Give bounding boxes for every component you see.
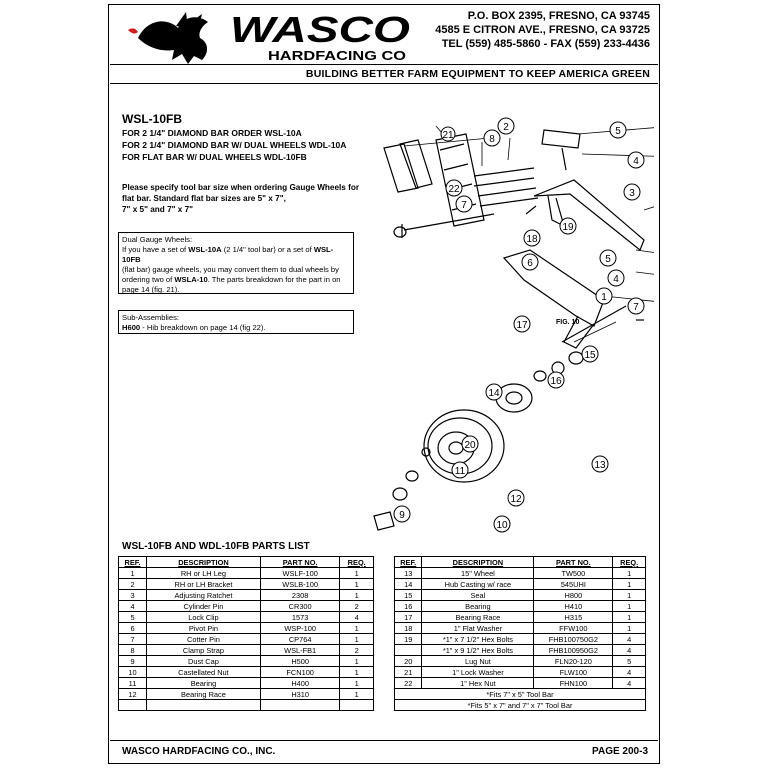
cell-description: *1" x 7 1/2" Hex Bolts (422, 634, 534, 645)
table-row (119, 656, 374, 667)
order-line-1: FOR 2 1/4" DIAMOND BAR ORDER WSL-10A (122, 128, 302, 138)
table-row (119, 623, 374, 634)
cell-req: 4 (613, 667, 646, 678)
footnote-2: *Fits 5" x 7" and 7" x 7" Tool Bar (395, 700, 646, 711)
cell-req: 4 (613, 634, 646, 645)
table-row (119, 590, 374, 601)
cell-description: Hub Casting w/ race (422, 579, 534, 590)
callout-9: 9 (399, 510, 405, 521)
cell-req: 1 (340, 590, 374, 601)
cell-ref: 13 (395, 568, 422, 579)
table-row (395, 634, 646, 645)
cell-description: Pivot Pin (147, 623, 261, 634)
table-row (395, 601, 646, 612)
dual-gauge-box (118, 232, 354, 294)
sub-assemblies-text: H600 - Hib breakdown on page 14 (fig 22). (122, 323, 266, 332)
cell-description: 1" Hex Nut (422, 678, 534, 689)
header-req: REQ. (613, 557, 646, 568)
dual-gauge-heading: Dual Gauge Wheels: (122, 235, 193, 244)
table-row (395, 667, 646, 678)
cell-description (147, 700, 261, 711)
cell-ref: 3 (119, 590, 147, 601)
cell-part-no: H500 (260, 656, 340, 667)
header-ref: REF. (119, 557, 147, 568)
cell-ref: 10 (119, 667, 147, 678)
callout-7-top: 7 (461, 200, 467, 211)
cell-req: 1 (613, 623, 646, 634)
cell-ref: 8 (119, 645, 147, 656)
table-row (119, 667, 374, 678)
cell-description: Lug Nut (422, 656, 534, 667)
cell-part-no: H315 (534, 612, 613, 623)
cell-req: 4 (613, 645, 646, 656)
cell-part-no: FLN20-120 (534, 656, 613, 667)
dragon-icon (128, 12, 208, 64)
cell-req: 1 (340, 689, 374, 700)
callout-5-mid: 5 (605, 254, 611, 265)
address-street: 4585 E CITRON AVE., FRESNO, CA 93725 (435, 24, 650, 36)
header-rule-top (110, 64, 658, 65)
cell-part-no: FHB100950G2 (534, 645, 613, 656)
table-row (395, 678, 646, 689)
footer-page-number: PAGE 200-3 (592, 746, 648, 757)
cell-ref: 21 (395, 667, 422, 678)
cell-part-no: H400 (260, 678, 340, 689)
callout-15: 15 (584, 350, 596, 361)
callout-11: 11 (454, 466, 466, 477)
callout-12: 12 (510, 494, 522, 505)
callout-3: 3 (629, 188, 635, 199)
cell-ref: 22 (395, 678, 422, 689)
callout-21: 21 (442, 130, 454, 141)
footnote-1: *Fits 7" x 5" Tool Bar (395, 689, 646, 700)
cell-part-no: FCN100 (260, 667, 340, 678)
cell-part-no: 2308 (260, 590, 340, 601)
callout-20: 20 (464, 440, 476, 451)
cell-part-no: 1573 (260, 612, 340, 623)
cell-ref: 5 (119, 612, 147, 623)
cell-req: 1 (340, 623, 374, 634)
figure-label: FIG. 10 (556, 319, 580, 326)
cell-ref: 12 (119, 689, 147, 700)
cell-description: Clamp Strap (147, 645, 261, 656)
cell-ref: 4 (119, 601, 147, 612)
header-req: REQ. (340, 557, 374, 568)
table-footnote-row (395, 689, 646, 700)
wasco-dragon-logo (118, 8, 418, 68)
dual-gauge-text-3: ordering two of WSLA-10. The parts breakdown for the part in on (122, 275, 341, 284)
size-note-1: Please specify tool bar size when ordering Gauge Wheels for (122, 183, 360, 192)
parts-table-left (118, 556, 374, 711)
cell-req: 1 (613, 568, 646, 579)
cell-req: 5 (613, 656, 646, 667)
phone-fax: TEL (559) 485-5860 - FAX (559) 233-4436 (441, 38, 650, 50)
callout-6: 6 (527, 258, 533, 269)
callout-8: 8 (489, 134, 495, 145)
callout-4-mid: 4 (613, 274, 619, 285)
parts-table-right (394, 556, 646, 711)
table-header-row (395, 557, 646, 568)
table-row (395, 656, 646, 667)
cell-req: 4 (613, 678, 646, 689)
cell-description: Cylinder Pin (147, 601, 261, 612)
callout-14: 14 (488, 388, 500, 399)
cell-req: 1 (613, 590, 646, 601)
cell-description: RH or LH Leg (147, 568, 261, 579)
dual-gauge-text-1: If you have a set of WSL-10A (2 1/4" tool bar) or a set of WSL-10FB (122, 245, 334, 264)
cell-req (340, 700, 374, 711)
exploded-parts-diagram (344, 110, 654, 540)
table-row (119, 601, 374, 612)
parts-list-title: WSL-10FB AND WDL-10FB PARTS LIST (122, 541, 310, 552)
header-description: DESCRIPTION (422, 557, 534, 568)
cell-req: 1 (340, 656, 374, 667)
cell-part-no: FHB100750G2 (534, 634, 613, 645)
cell-ref: 7 (119, 634, 147, 645)
cell-part-no: CR300 (260, 601, 340, 612)
table-row (119, 678, 374, 689)
cell-part-no: FLW100 (534, 667, 613, 678)
cell-description: Lock Clip (147, 612, 261, 623)
sub-assemblies-box (118, 310, 354, 334)
callout-5-top: 5 (615, 126, 621, 137)
table-row (119, 645, 374, 656)
cell-description: 15" Wheel (422, 568, 534, 579)
cell-req: 1 (613, 612, 646, 623)
footer-rule (110, 740, 658, 741)
cell-ref: 9 (119, 656, 147, 667)
sub-assemblies-heading: Sub-Assemblies: (122, 313, 179, 322)
callout-18: 18 (526, 234, 538, 245)
cell-ref (119, 700, 147, 711)
table-row (119, 612, 374, 623)
cell-part-no: H800 (534, 590, 613, 601)
callout-4-top: 4 (633, 156, 639, 167)
footer-company: WASCO HARDFACING CO., INC. (122, 746, 276, 757)
cell-description: Cotter Pin (147, 634, 261, 645)
header-part-no: PART NO. (260, 557, 340, 568)
cell-part-no: WSLB-100 (260, 579, 340, 590)
cell-description: Castellated Nut (147, 667, 261, 678)
cell-ref: 6 (119, 623, 147, 634)
cell-part-no: FFW100 (534, 623, 613, 634)
cell-ref: 2 (119, 579, 147, 590)
cell-part-no: WSL-FB1 (260, 645, 340, 656)
callout-17: 17 (516, 320, 528, 331)
table-row (395, 645, 646, 656)
table-row (119, 689, 374, 700)
cell-description: Bearing (422, 601, 534, 612)
callout-1: 1 (601, 292, 607, 303)
cell-req: 1 (340, 667, 374, 678)
size-note-2: flat bar. Standard flat bar sizes are 5" x 7", (122, 194, 286, 203)
cell-ref (395, 645, 422, 656)
address-po-box: P.O. BOX 2395, FRESNO, CA 93745 (467, 10, 650, 22)
cell-req: 1 (340, 634, 374, 645)
header-description: DESCRIPTION (147, 557, 261, 568)
cell-ref: 15 (395, 590, 422, 601)
cell-description: Bearing Race (147, 689, 261, 700)
callout-10: 10 (496, 520, 508, 531)
dual-gauge-text-2: (flat bar) gauge wheels, you may convert them to dual wheels by (122, 265, 339, 274)
cell-part-no: CP764 (260, 634, 340, 645)
callout-22: 22 (448, 184, 460, 195)
callout-19: 19 (562, 222, 574, 233)
dual-gauge-text-4: page 14 (fig. 21). (122, 285, 180, 294)
product-title: WSL-10FB (122, 112, 182, 126)
table-row (119, 634, 374, 645)
cell-ref: 16 (395, 601, 422, 612)
catalog-page (104, 0, 664, 768)
order-line-3: FOR FLAT BAR W/ DUAL WHEELS WDL-10FB (122, 152, 307, 162)
cell-description: 1" Lock Washer (422, 667, 534, 678)
cell-description: Bearing Race (422, 612, 534, 623)
cell-req: 4 (340, 612, 374, 623)
table-row (395, 612, 646, 623)
cell-description: Bearing (147, 678, 261, 689)
callout-16: 16 (550, 376, 562, 387)
table-footnote-row (395, 700, 646, 711)
cell-ref: 19 (395, 634, 422, 645)
cell-req: 1 (340, 579, 374, 590)
cell-description: 1" Flat Washer (422, 623, 534, 634)
table-header-row (119, 557, 374, 568)
cell-req: 1 (340, 678, 374, 689)
cell-part-no: H410 (534, 601, 613, 612)
cell-ref: 20 (395, 656, 422, 667)
cell-description: RH or LH Bracket (147, 579, 261, 590)
size-note-3: 7" x 5" and 7" x 7" (122, 205, 194, 214)
cell-req: 1 (613, 601, 646, 612)
brand-top: WASCO (230, 9, 410, 50)
cell-part-no: H310 (260, 689, 340, 700)
table-row (395, 568, 646, 579)
order-line-2: FOR 2 1/4" DIAMOND BAR W/ DUAL WHEELS WDL-10A (122, 140, 347, 150)
cell-ref: 11 (119, 678, 147, 689)
table-row (395, 579, 646, 590)
callout-2: 2 (503, 122, 509, 133)
cell-description: Dust Cap (147, 656, 261, 667)
cell-req: 1 (613, 579, 646, 590)
cell-req: 2 (340, 645, 374, 656)
cell-part-no: 545UHI (534, 579, 613, 590)
cell-description: *1" x 9 1/2" Hex Bolts (422, 645, 534, 656)
table-row (395, 590, 646, 601)
table-row (119, 579, 374, 590)
brand-bottom: HARDFACING CO (268, 48, 406, 63)
cell-ref: 18 (395, 623, 422, 634)
cell-description: Adjusting Ratchet (147, 590, 261, 601)
header-part-no: PART NO. (534, 557, 613, 568)
cell-req: 1 (340, 568, 374, 579)
cell-ref: 17 (395, 612, 422, 623)
header-ref: REF. (395, 557, 422, 568)
callout-13: 13 (594, 460, 606, 471)
cell-ref: 14 (395, 579, 422, 590)
callout-7-mid: 7 (633, 302, 639, 313)
cell-part-no (260, 700, 340, 711)
header-rule-bottom (110, 83, 658, 84)
cell-description: Seal (422, 590, 534, 601)
table-row (119, 700, 374, 711)
cell-part-no: WSP-100 (260, 623, 340, 634)
cell-part-no: FHN100 (534, 678, 613, 689)
tagline: BUILDING BETTER FARM EQUIPMENT TO KEEP AMERICA GREEN (305, 68, 650, 80)
cell-req: 2 (340, 601, 374, 612)
cell-part-no: WSLF-100 (260, 568, 340, 579)
table-row (119, 568, 374, 579)
cell-part-no: TW500 (534, 568, 613, 579)
table-row (395, 623, 646, 634)
cell-ref: 1 (119, 568, 147, 579)
